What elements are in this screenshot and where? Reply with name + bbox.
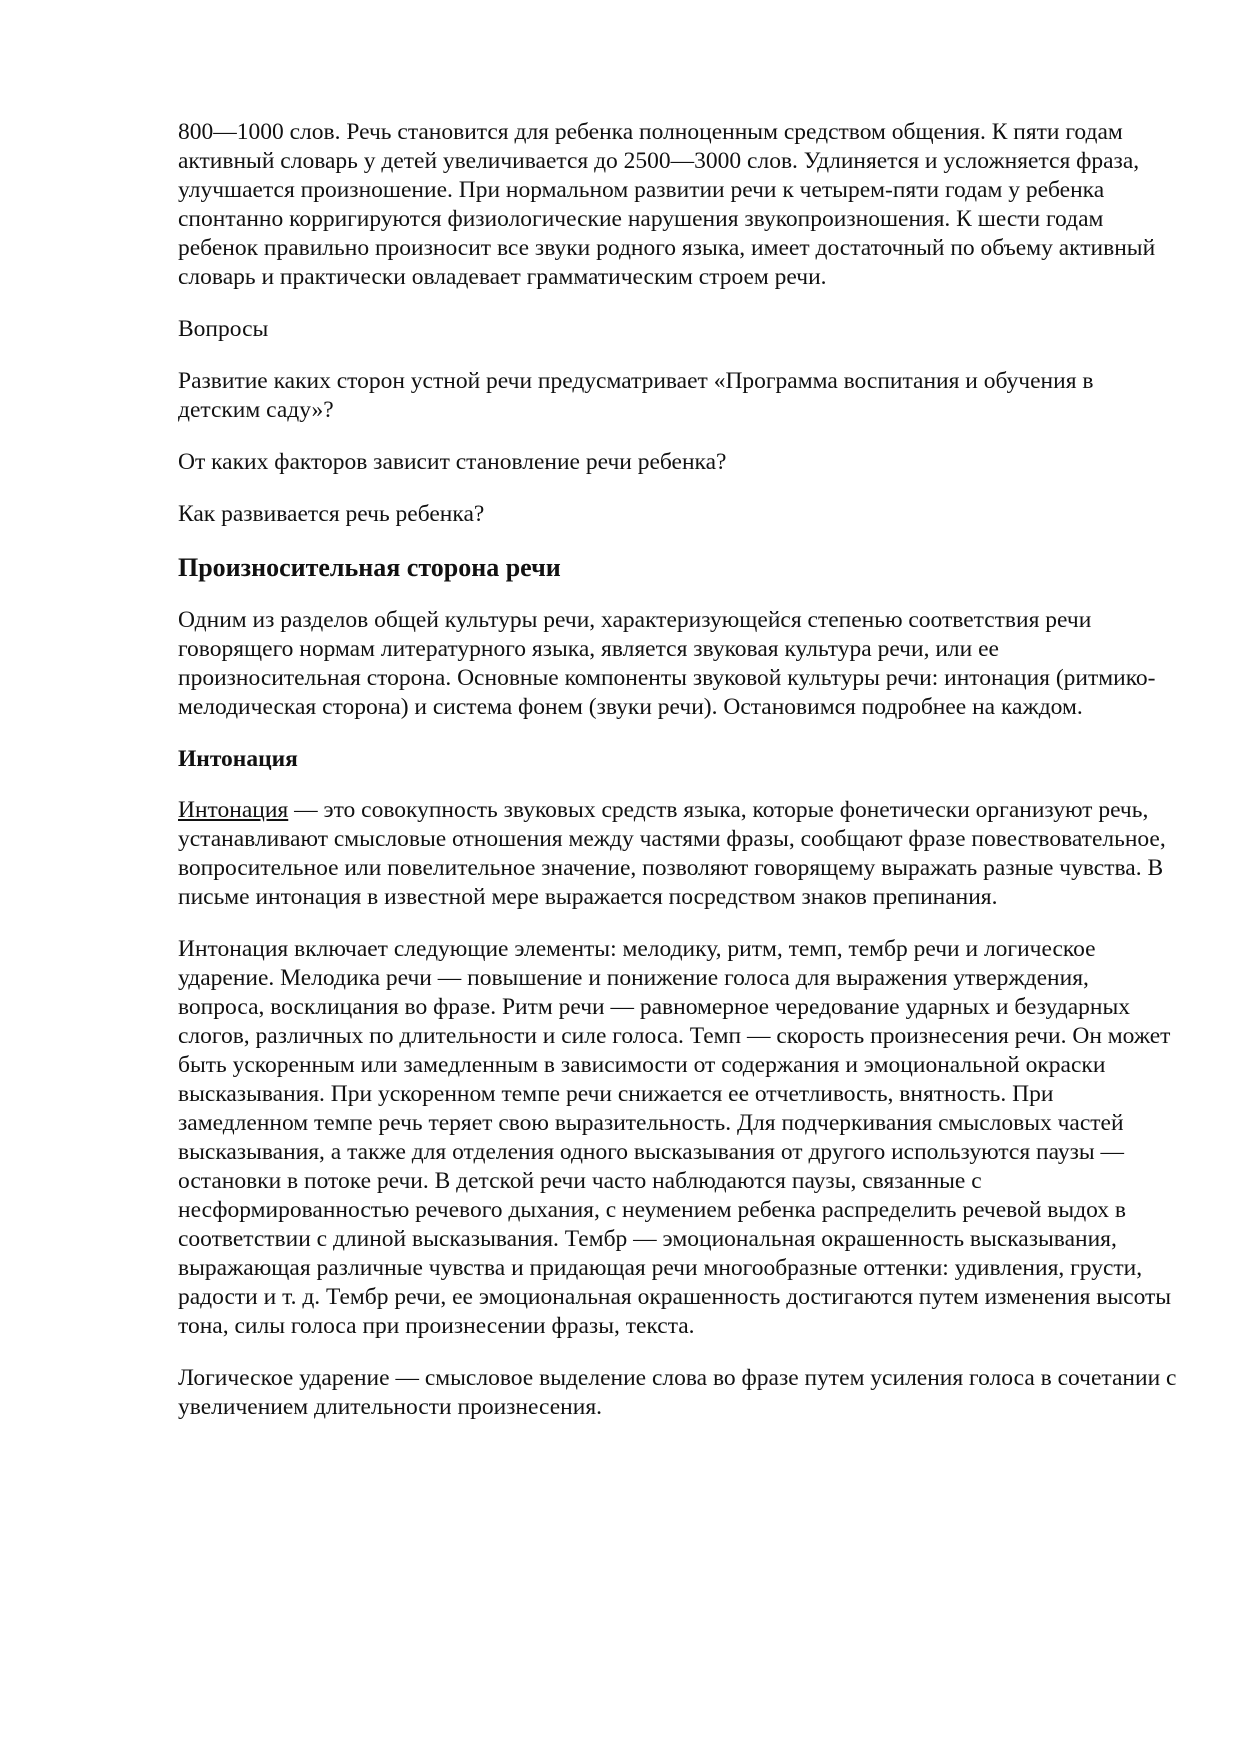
question-1: Развитие каких сторон устной речи предусматривает «Программа воспитания и обучения в детским саду»? xyxy=(178,368,1094,423)
paragraph-logical-stress: Логическое ударение — смысловое выделение слова во фразе путем усиления голоса в сочетании с увеличением длительности произнесения. xyxy=(178,1365,1177,1420)
heading-intonation: Интонация xyxy=(178,746,298,772)
intonation-term: Интонация xyxy=(178,797,289,823)
paragraph-sound-culture: Одним из разделов общей культуры речи, характеризующейся степенью соответствия речи говорящего нормам литературного языка, является звуковая культура речи, или ее произносительная сторона. Основные компоненты звуковой культуры речи: интонация (ритмико-мелодическая сторона) и система фонем (звуки речи). Остановимся подробнее на каждом. xyxy=(178,607,1156,720)
question-2: От каких факторов зависит становление речи ребенка? xyxy=(178,449,727,475)
paragraph-intonation-definition xyxy=(178,796,1178,912)
paragraph-speech-development: 800—1000 слов. Речь становится для ребенка полноценным средством общения. К пяти годам активный словарь у детей увеличивается до 2500—3000 слов. Удлиняется и усложняется фраза, улучшается произношение. При нормальном развитии речи к четырем-пяти годам у ребенка спонтанно корригируются физиологические нарушения звукопроизношения. К шести годам ребенок правильно произносит все звуки родного языка, имеет достаточный по объему активный словарь и практически овладевает грамматическим строем речи. xyxy=(178,119,1156,290)
question-3: Как развивается речь ребенка? xyxy=(178,501,485,527)
paragraph-intonation-elements: Интонация включает следующие элементы: мелодику, ритм, темп, тембр речи и логическое ударение. Мелодика речи — повышение и понижение голоса для выражения утверждения, вопроса, восклицания во фразе. Ритм речи — равномерное чередование ударных и безударных слогов, различных по длительности и силе голоса. Темп — скорость произнесения речи. Он может быть ускоренным или замедленным в зависимости от содержания и эмоциональной окраски высказывания. При ускоренном темпе речи снижается ее отчетливость, внятность. При замедленном темпе речь теряет свою выразительность. Для подчеркивания смысловых частей высказывания, а также для отделения одного высказывания от другого используются паузы — остановки в потоке речи. В детской речи часто наблюдаются паузы, связанные с несформированностью речевого дыхания, с неумением ребенка распределить речевой выдох в соответствии с длиной высказывания. Тембр — эмоциональная окрашенность высказывания, выражающая различные чувства и придающая речи многообразные оттенки: удивления, грусти, радости и т. д. Тембр речи, ее эмоциональная окрашенность достигаются путем изменения высоты тона, силы голоса при произнесении фразы, текста. xyxy=(178,936,1172,1339)
heading-pronunciation: Произносительная сторона речи xyxy=(178,553,561,582)
intonation-definition-text: — это совокупность звуковых средств языка, которые фонетически организуют речь, устанавливают смысловые отношения между частями фразы, сообщают фразе повествовательное, вопросительное или повелительное значение, позволяют говорящему выражать разные чувства. В письме интонация в известной мере выражается посредством знаков препинания. xyxy=(178,797,1166,910)
questions-label: Вопросы xyxy=(178,316,269,342)
document-body xyxy=(178,118,1178,1422)
